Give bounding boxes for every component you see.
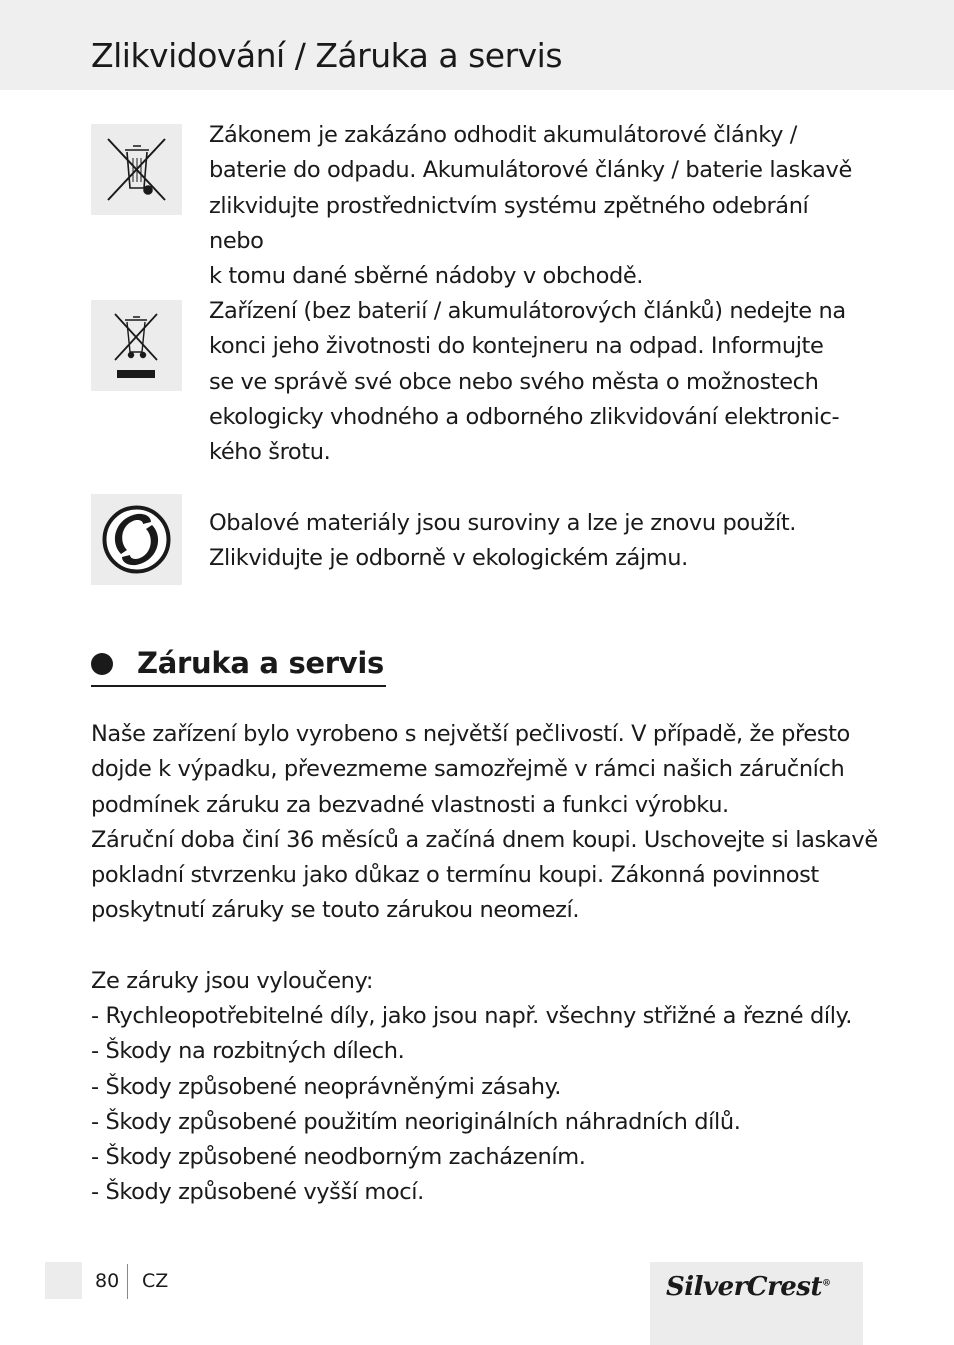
list-item: - Škody způsobené vyšší mocí. [91,1179,424,1206]
warranty-paragraph: Naše zařízení bylo vyrobeno s největší pečlivostí. V případě, že přesto dojde k výpadku, převezmeme samozřejmě v rámci našich záručních podmínek záruku za bezvadné vlastnosti a funkci výrobku. Záruční doba činí 36 měsíců a začíná dnem koupi. Uschovejte si laskavě pokladní stvrzenku jako důkaz o termínu koupi. Zákonná povinnost poskytnutí záruky se touto zárukou neomezí. [91,721,878,924]
list-item: - Škody na rozbitných dílech. [91,1038,405,1065]
exclusions-list [91,999,852,1211]
page-title: Zlikvidování / Záruka a servis [91,36,563,75]
footer-marker [45,1262,82,1299]
battery-disposal-text: Zákonem je zakázáno odhodit akumulátorové články / baterie do odpadu. Akumulátorové články / baterie laskavě zlikvidujte prostřednictvím systému zpětného odebrání nebo k tomu dané sběrné nádoby v obchodě. [209,122,852,290]
list-item: - Škody způsobené neoprávněnými zásahy. [91,1073,562,1100]
language-code: CZ [142,1270,169,1292]
bullet-icon [91,653,113,675]
list-item: - Škody způsobené neodborným zacházením. [91,1144,586,1171]
brand-logo [650,1262,863,1345]
green-dot-icon [91,494,182,585]
section-heading [91,641,386,687]
list-item: - Škody způsobené použitím neoriginálních náhradních dílů. [91,1108,741,1135]
brand-logo-text: SilverCrest® [666,1272,831,1302]
weee-disposal-text: Zařízení (bez baterií / akumulátorových článků) nedejte na konci jeho životnosti do kontejneru na odpad. Informujte se ve správě své obce nebo svého města o možnostech ekologicky vhodného a odborného zlikvidování elektronic- kého šrotu. [209,298,846,466]
page-number: 80 [95,1270,120,1292]
packaging-disposal-text: Obalové materiály jsou suroviny a lze je znovu použít. Zlikvidujte je odborně v ekologickém zájmu. [209,510,796,572]
crossed-bin-weee-icon [91,300,182,391]
exclusions-title: Ze záruky jsou vyloučeny: [91,968,374,994]
footer-divider [127,1264,128,1299]
section-heading-text: Záruka a servis [137,646,384,680]
crossed-bin-battery-icon [91,124,182,215]
list-item: - Rychleopotřebitelné díly, jako jsou např. všechny střižné a řezné díly. [91,1003,853,1029]
